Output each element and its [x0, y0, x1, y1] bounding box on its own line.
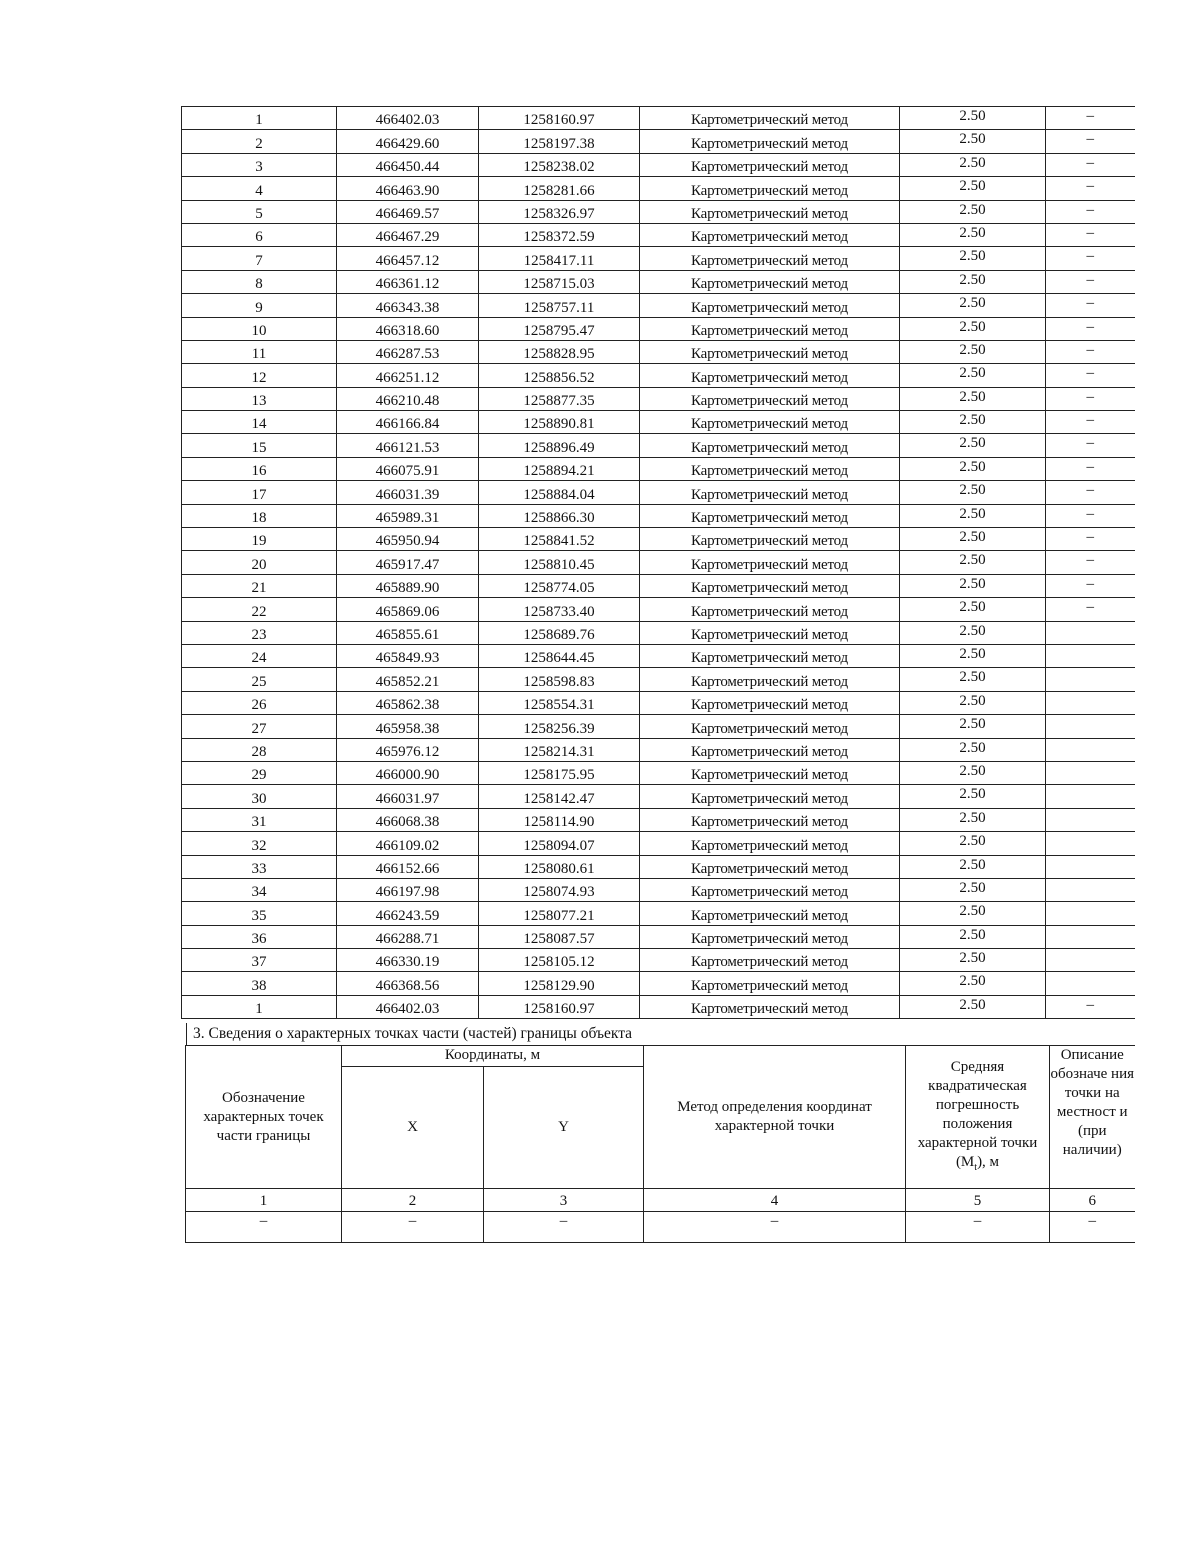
table-row — [182, 644, 1135, 667]
method-cell: Картометрический метод — [640, 715, 900, 738]
x-coordinate-cell: 465950.94 — [337, 528, 479, 551]
description-cell: – — [1046, 200, 1135, 223]
point-number-cell: 5 — [182, 200, 337, 223]
y-coordinate-cell: 1258757.11 — [479, 294, 640, 317]
column-number: 5 — [906, 1189, 1050, 1212]
method-cell: Картометрический метод — [640, 340, 900, 363]
method-cell: Картометрический метод — [640, 808, 900, 831]
x-coordinate-cell: 465855.61 — [337, 621, 479, 644]
point-number-cell: 11 — [182, 340, 337, 363]
description-cell: – — [1046, 270, 1135, 293]
x-coordinate-cell: 466361.12 — [337, 270, 479, 293]
point-number-cell: 17 — [182, 481, 337, 504]
accuracy-cell: 2.50 — [900, 551, 1046, 574]
method-cell: Картометрический метод — [640, 668, 900, 691]
x-coordinate-cell: 466469.57 — [337, 200, 479, 223]
y-coordinate-cell: 1258890.81 — [479, 411, 640, 434]
description-cell — [1046, 691, 1135, 714]
table-row — [182, 668, 1135, 691]
method-cell: Картометрический метод — [640, 972, 900, 995]
accuracy-cell: 2.50 — [900, 481, 1046, 504]
point-number-cell: 35 — [182, 902, 337, 925]
accuracy-cell: 2.50 — [900, 785, 1046, 808]
x-coordinate-cell: 465862.38 — [337, 691, 479, 714]
accuracy-cell: 2.50 — [900, 902, 1046, 925]
y-coordinate-cell: 1258372.59 — [479, 223, 640, 246]
x-coordinate-cell: 466109.02 — [337, 832, 479, 855]
description-cell — [1046, 715, 1135, 738]
method-cell: Картометрический метод — [640, 481, 900, 504]
point-number-cell: 9 — [182, 294, 337, 317]
x-coordinate-cell: 465958.38 — [337, 715, 479, 738]
table-row — [182, 995, 1135, 1018]
point-number-cell: 3 — [182, 153, 337, 176]
table-row — [182, 340, 1135, 363]
description-cell — [1046, 644, 1135, 667]
accuracy-cell: 2.50 — [900, 340, 1046, 363]
y-coordinate-cell: 1258417.11 — [479, 247, 640, 270]
description-cell — [1046, 761, 1135, 784]
table-row — [182, 855, 1135, 878]
accuracy-cell: 2.50 — [900, 995, 1046, 1018]
table-row — [182, 107, 1135, 130]
table-row — [182, 457, 1135, 480]
point-number-cell: 13 — [182, 387, 337, 410]
method-cell: Картометрический метод — [640, 294, 900, 317]
y-coordinate-cell: 1258896.49 — [479, 434, 640, 457]
accuracy-cell: 2.50 — [900, 153, 1046, 176]
method-cell: Картометрический метод — [640, 995, 900, 1018]
table-row — [182, 294, 1135, 317]
accuracy-cell: 2.50 — [900, 574, 1046, 597]
accuracy-cell: 2.50 — [900, 598, 1046, 621]
method-cell: Картометрический метод — [640, 832, 900, 855]
accuracy-cell: 2.50 — [900, 457, 1046, 480]
table-row — [182, 902, 1135, 925]
x-coordinate-cell: 466121.53 — [337, 434, 479, 457]
header-description: Описание обозначе ния точки на местност и (при наличии) — [1050, 1046, 1135, 1189]
table-row — [182, 434, 1135, 457]
y-coordinate-cell: 1258841.52 — [479, 528, 640, 551]
table-row — [182, 270, 1135, 293]
table-row — [182, 621, 1135, 644]
x-coordinate-cell: 466031.97 — [337, 785, 479, 808]
description-cell: – — [1046, 481, 1135, 504]
method-cell: Картометрический метод — [640, 457, 900, 480]
method-cell: Картометрический метод — [640, 925, 900, 948]
method-cell: Картометрический метод — [640, 551, 900, 574]
point-number-cell: 21 — [182, 574, 337, 597]
accuracy-cell: 2.50 — [900, 130, 1046, 153]
y-coordinate-cell: 1258894.21 — [479, 457, 640, 480]
point-number-cell: 12 — [182, 364, 337, 387]
header-coordinates: Координаты, м — [342, 1046, 644, 1067]
point-number-cell: 22 — [182, 598, 337, 621]
description-cell — [1046, 902, 1135, 925]
y-coordinate-cell: 1258160.97 — [479, 107, 640, 130]
y-coordinate-cell: 1258884.04 — [479, 481, 640, 504]
table-row — [182, 481, 1135, 504]
point-number-cell: 24 — [182, 644, 337, 667]
table-row — [182, 598, 1135, 621]
header-method: Метод определения координат характерной точки — [644, 1046, 906, 1189]
point-number-cell: 32 — [182, 832, 337, 855]
y-coordinate-cell: 1258142.47 — [479, 785, 640, 808]
description-cell — [1046, 808, 1135, 831]
point-number-cell: 19 — [182, 528, 337, 551]
x-coordinate-cell: 466288.71 — [337, 925, 479, 948]
description-cell — [1046, 621, 1135, 644]
point-number-cell: 4 — [182, 177, 337, 200]
accuracy-cell: 2.50 — [900, 434, 1046, 457]
point-number-cell: 38 — [182, 972, 337, 995]
point-number-cell: 26 — [182, 691, 337, 714]
table-row — [182, 364, 1135, 387]
y-coordinate-cell: 1258080.61 — [479, 855, 640, 878]
description-cell: – — [1046, 247, 1135, 270]
table-row — [182, 551, 1135, 574]
coordinates-table-body — [182, 107, 1135, 1019]
part-boundary-points-table — [185, 1045, 1135, 1243]
point-number-cell: 31 — [182, 808, 337, 831]
accuracy-cell: 2.50 — [900, 832, 1046, 855]
accuracy-cell: 2.50 — [900, 621, 1046, 644]
method-cell: Картометрический метод — [640, 504, 900, 527]
method-cell: Картометрический метод — [640, 878, 900, 901]
column-number: 1 — [186, 1189, 342, 1212]
y-coordinate-cell: 1258197.38 — [479, 130, 640, 153]
column-number: 2 — [342, 1189, 484, 1212]
description-cell: – — [1046, 294, 1135, 317]
table-row — [182, 153, 1135, 176]
point-number-cell: 36 — [182, 925, 337, 948]
point-number-cell: 20 — [182, 551, 337, 574]
accuracy-cell: 2.50 — [900, 668, 1046, 691]
x-coordinate-cell: 466287.53 — [337, 340, 479, 363]
empty-cell: – — [1050, 1212, 1135, 1243]
point-number-cell: 7 — [182, 247, 337, 270]
description-cell — [1046, 785, 1135, 808]
x-coordinate-cell: 466467.29 — [337, 223, 479, 246]
accuracy-cell: 2.50 — [900, 504, 1046, 527]
y-coordinate-cell: 1258094.07 — [479, 832, 640, 855]
y-coordinate-cell: 1258598.83 — [479, 668, 640, 691]
x-coordinate-cell: 466197.98 — [337, 878, 479, 901]
y-coordinate-cell: 1258105.12 — [479, 949, 640, 972]
table-row — [182, 691, 1135, 714]
empty-cell: – — [484, 1212, 644, 1243]
accuracy-cell: 2.50 — [900, 107, 1046, 130]
y-coordinate-cell: 1258733.40 — [479, 598, 640, 621]
column-number: 4 — [644, 1189, 906, 1212]
method-cell: Картометрический метод — [640, 621, 900, 644]
accuracy-cell: 2.50 — [900, 411, 1046, 434]
description-cell — [1046, 738, 1135, 761]
header-x: X — [342, 1067, 484, 1189]
y-coordinate-cell: 1258828.95 — [479, 340, 640, 363]
description-cell — [1046, 972, 1135, 995]
x-coordinate-cell: 466068.38 — [337, 808, 479, 831]
y-coordinate-cell: 1258129.90 — [479, 972, 640, 995]
description-cell — [1046, 668, 1135, 691]
method-cell: Картометрический метод — [640, 598, 900, 621]
method-cell: Картометрический метод — [640, 738, 900, 761]
description-cell: – — [1046, 457, 1135, 480]
method-cell: Картометрический метод — [640, 528, 900, 551]
x-coordinate-cell: 466166.84 — [337, 411, 479, 434]
method-cell: Картометрический метод — [640, 949, 900, 972]
column-number: 3 — [484, 1189, 644, 1212]
description-cell: – — [1046, 434, 1135, 457]
x-coordinate-cell: 466402.03 — [337, 107, 479, 130]
description-cell: – — [1046, 387, 1135, 410]
accuracy-cell: 2.50 — [900, 972, 1046, 995]
point-number-cell: 2 — [182, 130, 337, 153]
y-coordinate-cell: 1258856.52 — [479, 364, 640, 387]
table-row — [182, 528, 1135, 551]
y-coordinate-cell: 1258160.97 — [479, 995, 640, 1018]
accuracy-cell: 2.50 — [900, 738, 1046, 761]
empty-cell: – — [644, 1212, 906, 1243]
y-coordinate-cell: 1258077.21 — [479, 902, 640, 925]
accuracy-cell: 2.50 — [900, 364, 1046, 387]
table-row — [182, 200, 1135, 223]
x-coordinate-cell: 466450.44 — [337, 153, 479, 176]
table-row — [182, 832, 1135, 855]
table-row — [182, 761, 1135, 784]
y-coordinate-cell: 1258866.30 — [479, 504, 640, 527]
point-number-cell: 34 — [182, 878, 337, 901]
point-number-cell: 14 — [182, 411, 337, 434]
description-cell: – — [1046, 107, 1135, 130]
point-number-cell: 29 — [182, 761, 337, 784]
accuracy-cell: 2.50 — [900, 644, 1046, 667]
table-row — [182, 574, 1135, 597]
x-coordinate-cell: 466463.90 — [337, 177, 479, 200]
accuracy-cell: 2.50 — [900, 200, 1046, 223]
x-coordinate-cell: 466251.12 — [337, 364, 479, 387]
x-coordinate-cell: 466457.12 — [337, 247, 479, 270]
method-cell: Картометрический метод — [640, 761, 900, 784]
header-accuracy-suffix: ), м — [977, 1153, 1000, 1170]
description-cell: – — [1046, 364, 1135, 387]
description-cell — [1046, 925, 1135, 948]
empty-cell: – — [186, 1212, 342, 1243]
point-number-cell: 8 — [182, 270, 337, 293]
description-cell: – — [1046, 995, 1135, 1018]
table-row — [182, 387, 1135, 410]
x-coordinate-cell: 466075.91 — [337, 457, 479, 480]
y-coordinate-cell: 1258114.90 — [479, 808, 640, 831]
table-row — [182, 925, 1135, 948]
method-cell: Картометрический метод — [640, 387, 900, 410]
method-cell: Картометрический метод — [640, 130, 900, 153]
table-row — [182, 738, 1135, 761]
x-coordinate-cell: 466210.48 — [337, 387, 479, 410]
method-cell: Картометрический метод — [640, 855, 900, 878]
method-cell: Картометрический метод — [640, 434, 900, 457]
point-number-cell: 33 — [182, 855, 337, 878]
x-coordinate-cell: 465917.47 — [337, 551, 479, 574]
y-coordinate-cell: 1258175.95 — [479, 761, 640, 784]
table-row — [182, 411, 1135, 434]
description-cell — [1046, 878, 1135, 901]
header-point-designation: Обозначение характерных точек части границы — [186, 1046, 342, 1189]
table-row — [182, 949, 1135, 972]
x-coordinate-cell: 466000.90 — [337, 761, 479, 784]
method-cell: Картометрический метод — [640, 691, 900, 714]
point-number-cell: 27 — [182, 715, 337, 738]
method-cell: Картометрический метод — [640, 902, 900, 925]
table-row — [182, 223, 1135, 246]
x-coordinate-cell: 465976.12 — [337, 738, 479, 761]
accuracy-cell: 2.50 — [900, 715, 1046, 738]
y-coordinate-cell: 1258795.47 — [479, 317, 640, 340]
point-number-cell: 18 — [182, 504, 337, 527]
description-cell: – — [1046, 130, 1135, 153]
y-coordinate-cell: 1258554.31 — [479, 691, 640, 714]
method-cell: Картометрический метод — [640, 785, 900, 808]
y-coordinate-cell: 1258238.02 — [479, 153, 640, 176]
y-coordinate-cell: 1258644.45 — [479, 644, 640, 667]
accuracy-cell: 2.50 — [900, 270, 1046, 293]
x-coordinate-cell: 466343.38 — [337, 294, 479, 317]
point-number-cell: 37 — [182, 949, 337, 972]
method-cell: Картометрический метод — [640, 153, 900, 176]
x-coordinate-cell: 465849.93 — [337, 644, 479, 667]
accuracy-cell: 2.50 — [900, 808, 1046, 831]
x-coordinate-cell: 466330.19 — [337, 949, 479, 972]
table-row — [182, 972, 1135, 995]
y-coordinate-cell: 1258087.57 — [479, 925, 640, 948]
accuracy-cell: 2.50 — [900, 294, 1046, 317]
point-number-cell: 1 — [182, 995, 337, 1018]
table-row — [182, 317, 1135, 340]
point-number-cell: 23 — [182, 621, 337, 644]
point-number-cell: 6 — [182, 223, 337, 246]
description-cell — [1046, 855, 1135, 878]
accuracy-cell: 2.50 — [900, 761, 1046, 784]
header-accuracy — [906, 1046, 1050, 1189]
accuracy-cell: 2.50 — [900, 387, 1046, 410]
method-cell: Картометрический метод — [640, 223, 900, 246]
y-coordinate-cell: 1258256.39 — [479, 715, 640, 738]
x-coordinate-cell: 466368.56 — [337, 972, 479, 995]
description-cell: – — [1046, 528, 1135, 551]
y-coordinate-cell: 1258810.45 — [479, 551, 640, 574]
description-cell: – — [1046, 340, 1135, 363]
x-coordinate-cell: 466243.59 — [337, 902, 479, 925]
y-coordinate-cell: 1258774.05 — [479, 574, 640, 597]
section-3-title: 3. Сведения о характерных точках части (частей) границы объекта — [186, 1023, 1134, 1045]
description-cell: – — [1046, 153, 1135, 176]
point-number-cell: 25 — [182, 668, 337, 691]
x-coordinate-cell: 466318.60 — [337, 317, 479, 340]
description-cell — [1046, 832, 1135, 855]
description-cell: – — [1046, 177, 1135, 200]
accuracy-cell: 2.50 — [900, 949, 1046, 972]
x-coordinate-cell: 465989.31 — [337, 504, 479, 527]
accuracy-cell: 2.50 — [900, 855, 1046, 878]
method-cell: Картометрический метод — [640, 364, 900, 387]
accuracy-cell: 2.50 — [900, 317, 1046, 340]
accuracy-cell: 2.50 — [900, 528, 1046, 551]
y-coordinate-cell: 1258689.76 — [479, 621, 640, 644]
description-cell: – — [1046, 551, 1135, 574]
method-cell: Картометрический метод — [640, 200, 900, 223]
header-y: Y — [484, 1067, 644, 1189]
point-number-cell: 30 — [182, 785, 337, 808]
description-cell: – — [1046, 317, 1135, 340]
empty-cell: – — [906, 1212, 1050, 1243]
description-cell: – — [1046, 598, 1135, 621]
table-row — [182, 130, 1135, 153]
method-cell: Картометрический метод — [640, 644, 900, 667]
point-number-cell: 1 — [182, 107, 337, 130]
x-coordinate-cell: 465869.06 — [337, 598, 479, 621]
y-coordinate-cell: 1258074.93 — [479, 878, 640, 901]
y-coordinate-cell: 1258281.66 — [479, 177, 640, 200]
empty-cell: – — [342, 1212, 484, 1243]
y-coordinate-cell: 1258877.35 — [479, 387, 640, 410]
table-row — [182, 177, 1135, 200]
accuracy-cell: 2.50 — [900, 878, 1046, 901]
y-coordinate-cell: 1258214.31 — [479, 738, 640, 761]
coordinates-table — [181, 106, 1135, 1019]
table-row — [182, 785, 1135, 808]
point-number-cell: 15 — [182, 434, 337, 457]
description-cell — [1046, 949, 1135, 972]
table-row — [182, 878, 1135, 901]
point-number-cell: 16 — [182, 457, 337, 480]
method-cell: Картометрический метод — [640, 317, 900, 340]
table-row — [182, 808, 1135, 831]
x-coordinate-cell: 465852.21 — [337, 668, 479, 691]
method-cell: Картометрический метод — [640, 107, 900, 130]
method-cell: Картометрический метод — [640, 574, 900, 597]
point-number-cell: 28 — [182, 738, 337, 761]
x-coordinate-cell: 466402.03 — [337, 995, 479, 1018]
method-cell: Картометрический метод — [640, 247, 900, 270]
x-coordinate-cell: 465889.90 — [337, 574, 479, 597]
method-cell: Картометрический метод — [640, 177, 900, 200]
table-row — [182, 715, 1135, 738]
x-coordinate-cell: 466429.60 — [337, 130, 479, 153]
column-number: 6 — [1050, 1189, 1135, 1212]
accuracy-cell: 2.50 — [900, 925, 1046, 948]
accuracy-cell: 2.50 — [900, 177, 1046, 200]
accuracy-cell: 2.50 — [900, 691, 1046, 714]
table-row — [182, 504, 1135, 527]
accuracy-cell: 2.50 — [900, 223, 1046, 246]
point-number-cell: 10 — [182, 317, 337, 340]
description-cell: – — [1046, 223, 1135, 246]
header-accuracy-subscript: t — [974, 1161, 978, 1173]
description-cell: – — [1046, 504, 1135, 527]
method-cell: Картометрический метод — [640, 411, 900, 434]
description-cell: – — [1046, 574, 1135, 597]
y-coordinate-cell: 1258326.97 — [479, 200, 640, 223]
x-coordinate-cell: 466152.66 — [337, 855, 479, 878]
description-cell: – — [1046, 411, 1135, 434]
x-coordinate-cell: 466031.39 — [337, 481, 479, 504]
method-cell: Картометрический метод — [640, 270, 900, 293]
y-coordinate-cell: 1258715.03 — [479, 270, 640, 293]
table-row — [182, 247, 1135, 270]
header-accuracy-prefix: Средняя квадратическая погрешность положения характерной точки (M — [917, 1058, 1038, 1170]
accuracy-cell: 2.50 — [900, 247, 1046, 270]
